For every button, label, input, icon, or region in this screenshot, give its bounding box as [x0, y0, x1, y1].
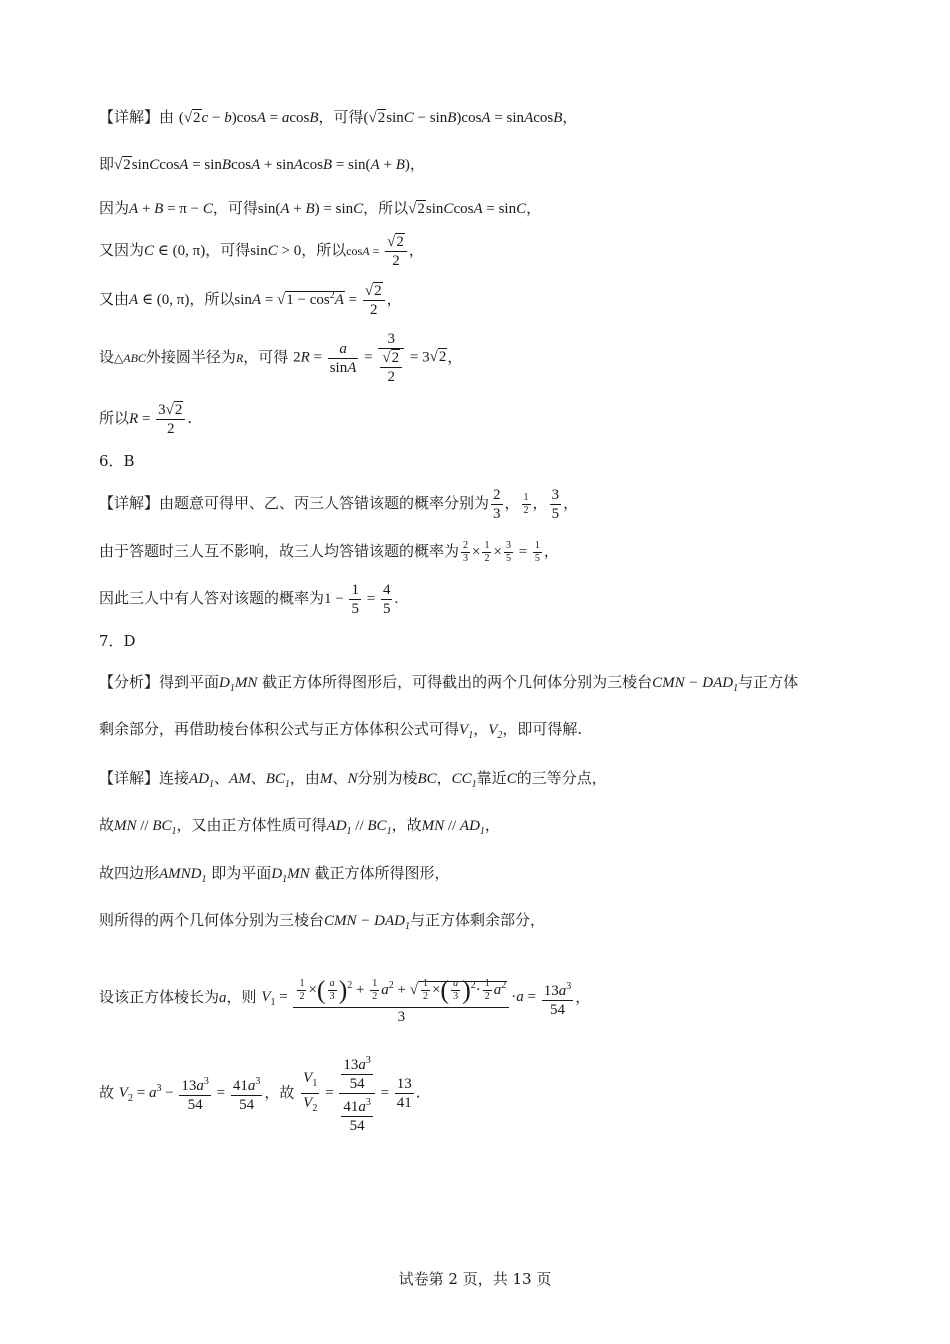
s5-line-1: 【详解】由 (√2c − b)cosA = acosB，可得(√2sinC − sinB)cosA = sinAcosB， [99, 108, 578, 126]
q7-detail-2: 故MN // $BC_1$，又由正方体性质可得$AD_1 // BC_1$，故MN // $AD_1$， [99, 816, 500, 837]
triangle-abc: △ABC [114, 351, 146, 365]
s5-line-2: 即√2sinCcosA = sinBcosA + sinAcosB = sin(A + B)， [99, 155, 425, 173]
detail-label: 【详解】 [99, 769, 160, 787]
equation: $\frac{2}{3}$ × $\frac{1}{2}$ × $\frac{3}{5}$ = $\frac{1}{5}$ ， [463, 540, 559, 565]
q6-line-2: 由于答题时三人互不影响，故三人均答错该题的概率为 $\frac{2}{3}$ × $\frac{1}{2}$ × $\frac{3}{5}$ = $\frac{1}{5}$ ， [99, 540, 559, 565]
equation: sinC > 0 [250, 243, 302, 259]
q7-detail-1: 【详解】连接$AD_1$、AM、$BC_1$，由M、N分别为棱BC，$CC_1$靠近C的三等分点， [99, 769, 607, 790]
volume-equation: $V_1$ = $\frac{1}{2}$ ×( $\frac{a}{3}$ )$^2$ + $\frac{1}{2}$ $a^2$ + √ $\frac{1}{2}$ ×( $\frac{a}{3}$ )$^2$· $\frac{1}{2}$ $a^2$ 3 ·a = $\frac{13a^3}{54}$ [261, 970, 575, 1026]
ratio-equation: $\frac{V_1}{V_2}$ = $\frac{\frac{13a^3}{54}}{\frac{41a^3}{54}}$ = $\frac{13}{41}$ [299, 1052, 416, 1135]
q7-answer: 7．D [99, 632, 136, 650]
detail-label: 【详解】 [99, 108, 160, 126]
equation: 2R = $\frac{a}{\sin A}$ = $\frac{3}{\frac{√2}{2}}$ = 3√2 [293, 331, 447, 385]
page-footer: 试卷第 2 页，共 13 页 [398, 1270, 552, 1288]
s5-line-3: 因为A + B = π − C，可得sin(A + B) = sinC，所以√2sinCcosA = sinC， [99, 199, 542, 217]
s5-line-7: 所以R = $\frac{3√2}{2}$ . [99, 402, 193, 438]
q6-answer: 6．B [99, 452, 135, 470]
q7-detail-6: 故 $V_2 = a^3$ − $\frac{13a^3}{54}$ = $\frac{41a^3}{54}$ ，故 $\frac{V_1}{V_2}$ = $\frac{\frac{13a^3}{54}}{\frac{41a^3}{54}}$ = $\frac{13}{41}$ . [99, 1052, 890, 1135]
q7-detail-3: 故四边形$AMND_1$ 即为平面$D_1MN$ 截正方体所得图形， [99, 864, 450, 885]
s5-line-4: 又因为C ∈ (0, π)，可得sinC > 0，所以cosA = $\frac{√2}{2}$ ， [99, 234, 424, 270]
s5-line-6: 设△ABC外接圆半径为R，可得 2R = $\frac{a}{\sin A}$ = $\frac{3}{\frac{√2}{2}}$ = 3√2， [99, 331, 463, 385]
q7-analysis-1: 【分析】得到平面$D_1MN$ 截正方体所得图形后，可得截出的两个几何体分别为三棱台CMN − $DAD_1$与正方体 [99, 673, 799, 694]
s5-line-5: 又由A ∈ (0, π)，所以$\sin A = √1 - \cos^2A$ = $\frac{√2}{2}$ ， [99, 283, 402, 319]
equation: A ∈ (0, π) [129, 292, 190, 308]
detail-label: 【详解】 [99, 494, 160, 512]
equation: C ∈ (0, π) [144, 243, 206, 259]
equation: (√2sinC − sinB)cosA = sinAcosB [363, 110, 563, 126]
analysis-label: 【分析】 [99, 673, 160, 691]
q6-line-3: 因此三人中有人答对该题的概率为1 − $\frac{1}{5}$ = $\frac{4}{5}$ . [99, 582, 399, 618]
equation: sin(A + B) = sinC [257, 201, 364, 217]
q7-detail-4: 则所得的两个几何体分别为三棱台CMN − $DAD_1$与正方体剩余部分， [99, 911, 545, 932]
equation: $\sin A = √1 - \cos^2A$ = $\frac{√2}{2}$ [234, 292, 386, 308]
q6-line-1: 【详解】由题意可得甲、乙、丙三人答错该题的概率分别为 $\frac{2}{3}$ ， $\frac{1}{2}$ ， $\frac{3}{5}$ ， [99, 487, 579, 523]
equation: A + B = π − C [129, 201, 213, 217]
q7-analysis-2: 剩余部分，再借助棱台体积公式与正方体体积公式可得$V_1$，$V_2$，即可得解. [99, 720, 583, 741]
equation: √2sinCcosA = sinBcosA + sinAcosB = sin(A + B) [114, 157, 410, 173]
equation: cosA = $\frac{√2}{2}$ [346, 243, 409, 259]
equation: 1 − $\frac{1}{5}$ = $\frac{4}{5}$ . [324, 582, 399, 618]
equation: $V_2 = a^3$ − $\frac{13a^3}{54}$ = $\frac{41a^3}{54}$ [119, 1073, 265, 1114]
equation: $\frac{2}{3}$ ， $\frac{1}{2}$ ， $\frac{3}{5}$ ， [493, 487, 579, 523]
q7-detail-5: 设该正方体棱长为a，则 $V_1$ = $\frac{1}{2}$ ×( $\frac{a}{3}$ )$^2$ + $\frac{1}{2}$ $a^2$ + √ $\frac{1}{2}$ ×( $\frac{a}{3}$ )$^2$· $\frac{1}{2}$ $a^2$ 3 ·a = $\frac{13a^3}{54}$ ， [99, 962, 890, 1033]
equation: √2sinCcosA = sinC [408, 201, 527, 217]
equation: R = $\frac{3√2}{2}$ [129, 411, 187, 427]
equation: (√2c − b)cosA = acosB [178, 110, 319, 126]
